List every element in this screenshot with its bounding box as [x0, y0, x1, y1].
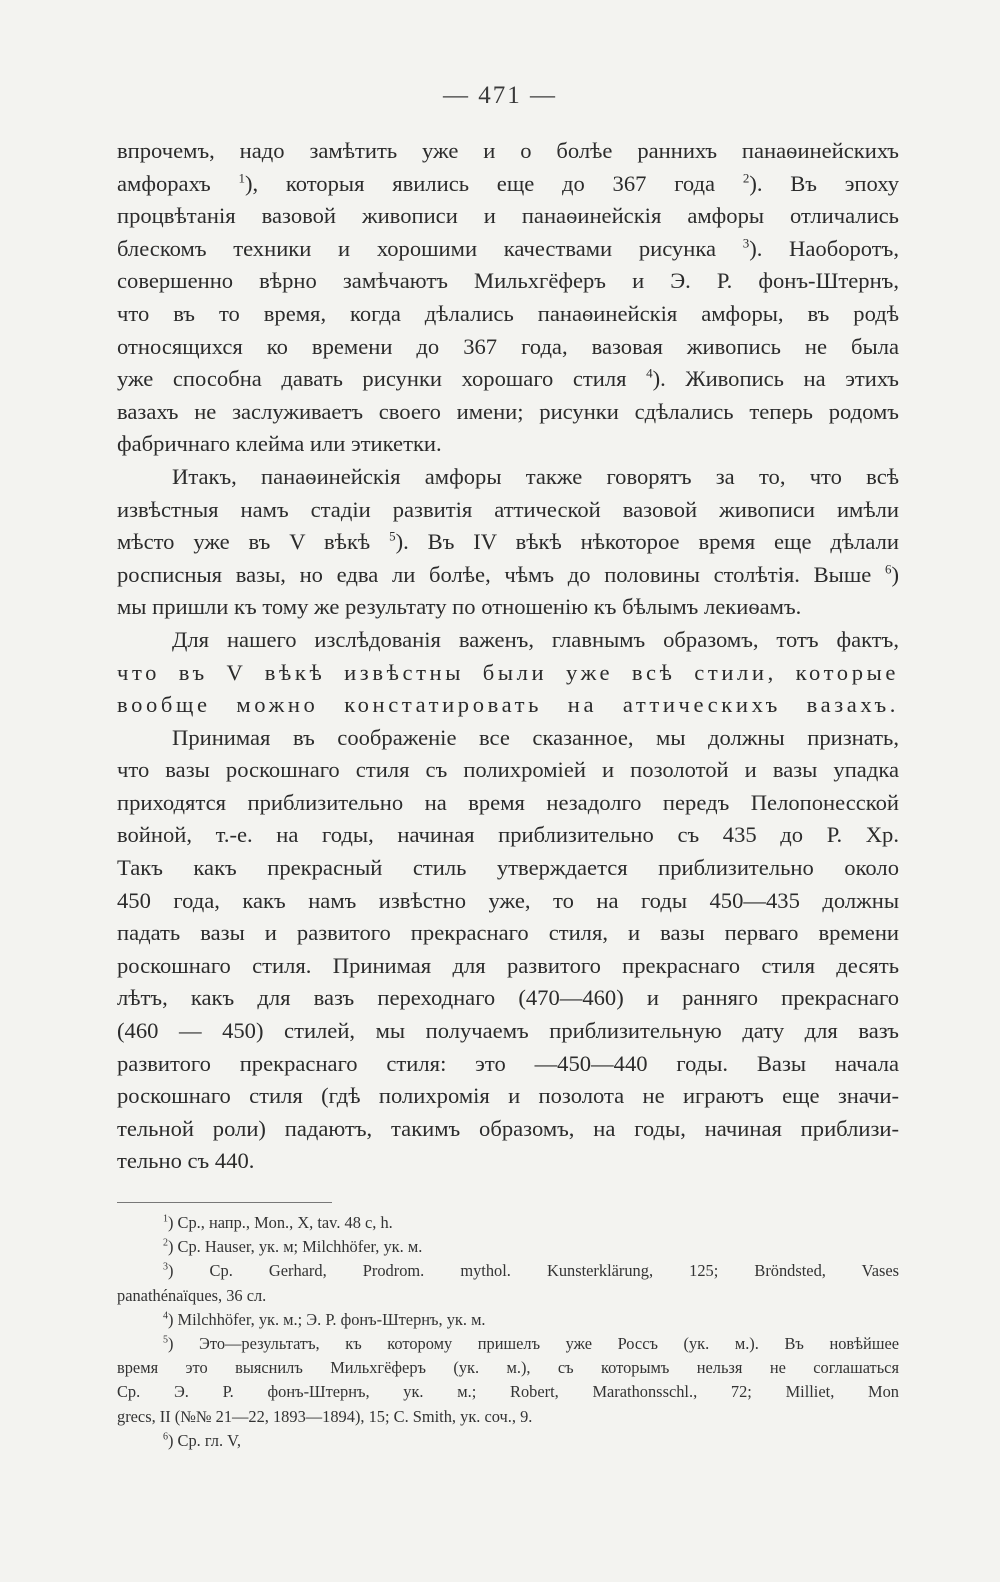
text-segment: Такъ какъ прекрасный стиль утверждается приблизительно около [117, 855, 899, 881]
text-segment: блескомъ техники и хорошими качествами рисунка [117, 235, 743, 261]
text-line [117, 1080, 899, 1113]
footnote-text: ) Ср. гл. V, [168, 1430, 241, 1450]
text-segment: приходятся приблизительно на время незадолго передъ Пелопонесской [117, 789, 899, 815]
footnote-text: ) Ср., напр., Mon., X, tav. 48 c, h. [168, 1213, 393, 1232]
text-line [117, 135, 899, 168]
text-line [117, 591, 899, 624]
footnotes [117, 1211, 899, 1453]
footnote-ref: 1 [163, 1213, 168, 1225]
text-segment: тельной роли) падаютъ, такимъ образомъ, на годы, начиная приблизи- [117, 1115, 899, 1141]
footnote-line [117, 1380, 899, 1404]
text-line [117, 657, 899, 690]
footnote-divider [117, 1202, 332, 1203]
text-segment: вообще можно констатировать на аттическихъ вазахъ. [117, 692, 899, 718]
text-line [117, 1048, 899, 1081]
text-segment: мы пришли къ тому же результату по отношенію къ бѣлымъ лекиѳамъ. [117, 594, 802, 620]
text-segment: совершенно вѣрно замѣчаютъ Мильхгёферъ и Э. Р. фонъ-Штернъ, [117, 268, 899, 294]
text-segment: развитого прекраснаго стиля: это —450—440 годы. Вазы начала [117, 1050, 899, 1076]
text-line [117, 624, 899, 657]
text-segment: ). Наоборотъ, [749, 235, 899, 261]
text-segment: впрочемъ, надо замѣтить уже и о болѣе раннихъ панаѳинейскихъ [117, 138, 899, 163]
text-segment: войной, т.-е. на годы, начиная приблизительно съ 435 до Р. Хр. [117, 822, 899, 848]
text-line [117, 722, 899, 755]
text-line [117, 852, 899, 885]
text-line [117, 885, 899, 918]
footnote-ref: 3 [163, 1261, 168, 1273]
footnote-ref: 2 [163, 1237, 168, 1249]
main-text [117, 135, 899, 1178]
text-segment: 450 года, какъ намъ извѣстно уже, то на годы 450—435 должны [117, 887, 899, 913]
footnote-line [117, 1259, 899, 1283]
text-segment: лѣтъ, какъ для вазъ переходнаго (470—460) и ранняго прекраснаго [117, 985, 899, 1011]
text-segment: ). Живопись на этихъ [652, 366, 899, 392]
footnote-ref: 6 [163, 1431, 168, 1443]
footnote-text: ) Это—результатъ, къ которому пришелъ уже Россъ (ук. м.). Въ новѣйшее [168, 1333, 899, 1353]
footnote-ref: 5 [389, 528, 396, 544]
text-segment: что вазы роскошнаго стиля съ полихроміей и позолотой и вазы упадка [117, 757, 899, 783]
text-segment: извѣстныя намъ стадіи развитія аттической вазовой живописи имѣли [117, 496, 899, 522]
text-line [117, 526, 899, 559]
footnote-text: ) Ср. Gerhard, Prodrom. mythol. Kunsterklärung, 125; Bröndsted, Vases [168, 1261, 899, 1281]
text-line [117, 1145, 899, 1178]
text-segment: что въ V вѣкѣ извѣстны были уже всѣ стили, которые [117, 659, 899, 685]
footnote-text: Ср. Э. Р. фонъ-Штернъ, ук. м.; Robert, Marathonsschl., 72; Milliet, Mon [117, 1382, 899, 1402]
text-segment: роскошнаго стиля. Принимая для развитого прекраснаго стиля десять [117, 952, 899, 978]
footnote-text: grecs, II (№№ 21—22, 1893—1894), 15; C. Smith, ук. соч., 9. [117, 1406, 533, 1426]
text-line [117, 265, 899, 298]
text-line [117, 331, 899, 364]
text-line [117, 950, 899, 983]
footnote-ref: 3 [742, 235, 750, 251]
text-line [117, 819, 899, 852]
text-line [117, 233, 899, 266]
text-line [117, 494, 899, 527]
text-segment: падать вазы и развитого прекраснаго стиля, и вазы перваго времени [117, 920, 899, 946]
footnote-line [117, 1429, 899, 1453]
footnote-ref: 2 [742, 170, 750, 186]
footnote-line [117, 1235, 899, 1259]
text-segment: (460 — 450) стилей, мы получаемъ приблизительную дату для вазъ [117, 1018, 899, 1044]
text-segment: ). Въ эпоху [749, 170, 899, 196]
footnote-ref: 6 [884, 561, 892, 577]
footnote-text: ) Milchhöfer, ук. м.; Э. Р. фонъ-Штернъ, ук. м. [168, 1309, 486, 1329]
page-number: — 471 — [443, 82, 557, 109]
footnote-ref: 1 [238, 170, 245, 186]
footnote-line [117, 1211, 899, 1235]
text-line [117, 982, 899, 1015]
text-segment: фабричнаго клейма или этикетки. [117, 431, 442, 457]
text-segment: ), которыя явились еще до 367 года [244, 170, 743, 196]
text-line [117, 1015, 899, 1048]
footnote-line [117, 1405, 899, 1429]
footnote-line [117, 1356, 899, 1380]
text-line [117, 200, 899, 233]
footnote-ref: 5 [163, 1334, 168, 1346]
footnote-text: время это выяснилъ Мильхгёферъ (ук. м.), съ которымъ нельзя не соглашаться [117, 1358, 899, 1378]
footnote-text: panathénaïques, 36 сл. [117, 1285, 267, 1305]
footnote-line [117, 1284, 899, 1308]
text-segment: вазахъ не заслуживаетъ своего имени; рисунки сдѣлались теперь родомъ [117, 398, 899, 424]
text-line [117, 298, 899, 331]
text-line [117, 559, 899, 592]
text-line [117, 917, 899, 950]
text-line [117, 1113, 899, 1146]
text-line [117, 428, 899, 461]
text-segment: Принимая въ соображеніе все сказанное, мы должны признать, [172, 724, 899, 750]
footnote-ref: 4 [163, 1310, 168, 1322]
text-segment: роскошнаго стиля (гдѣ полихромія и позолота не играютъ еще значи- [117, 1083, 899, 1109]
text-segment: что въ то время, когда дѣлались панаѳинейскія амфоры, въ родѣ [117, 300, 899, 326]
text-segment: тельно съ 440. [117, 1148, 255, 1174]
footnote-ref: 4 [646, 365, 653, 381]
text-line [117, 168, 899, 201]
text-segment: амфорахъ [117, 170, 239, 196]
text-line [117, 363, 899, 396]
text-segment: Итакъ, панаѳинейскія амфоры также говорятъ за то, что всѣ [172, 463, 899, 489]
text-segment: процвѣтанія вазовой живописи и панаѳинейскія амфоры отличались [117, 203, 899, 229]
text-segment: росписныя вазы, но едва ли болѣе, чѣмъ до половины столѣтія. Выше [117, 561, 885, 587]
footnote-text: ) Ср. Hauser, ук. м; Milchhöfer, ук. м. [168, 1237, 423, 1257]
text-segment: ). Въ IV вѣкѣ нѣкоторое время еще дѣлали [395, 529, 899, 555]
footnote-line [117, 1332, 899, 1356]
text-segment: мѣсто уже въ V вѣкѣ [117, 529, 390, 555]
footnote-line [117, 1308, 899, 1332]
text-segment: относящихся ко времени до 367 года, вазовая живопись не была [117, 333, 899, 359]
text-line [117, 461, 899, 494]
text-segment: уже способна давать рисунки хорошаго стиля [117, 366, 647, 392]
text-line [117, 787, 899, 820]
text-line [117, 754, 899, 787]
text-segment: Для нашего изслѣдованія важенъ, главнымъ образомъ, тотъ фактъ, [172, 626, 899, 652]
text-segment: ) [891, 561, 899, 587]
text-line [117, 396, 899, 429]
text-line [117, 689, 899, 722]
